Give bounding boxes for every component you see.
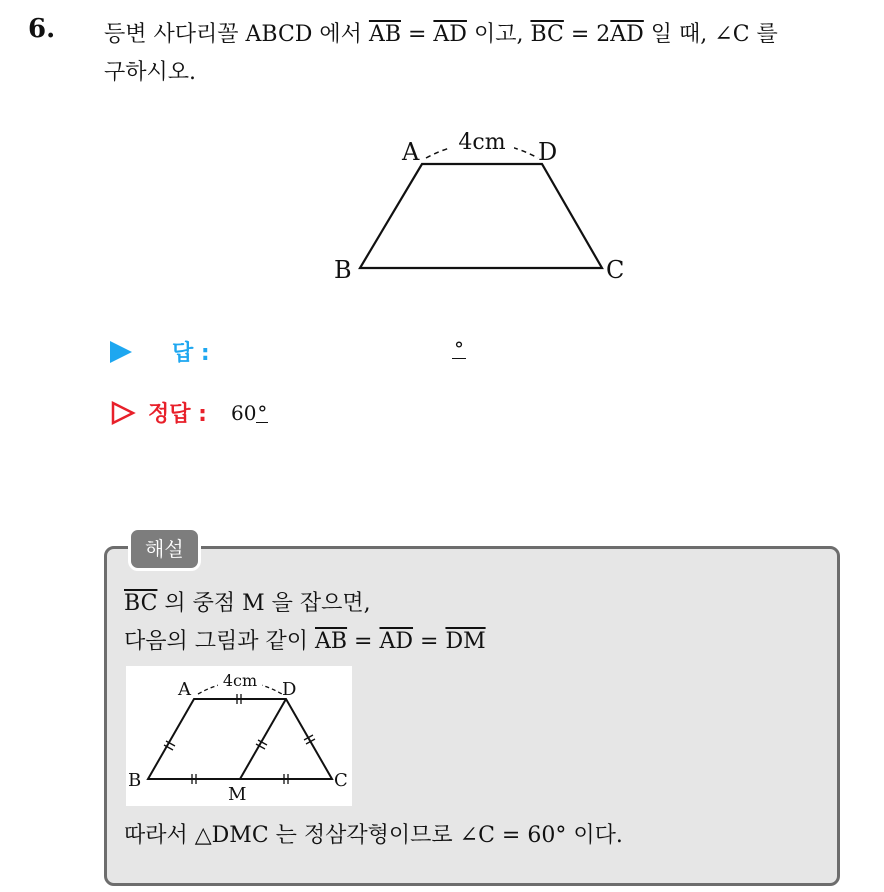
equals-two: = 2	[563, 22, 611, 47]
play-triangle-icon	[110, 341, 132, 363]
solution-vertex-d: D	[282, 679, 297, 700]
correct-answer-value	[231, 401, 268, 425]
equals-sign: =	[401, 22, 434, 47]
question-line1-post: 일 때, ∠C 를	[643, 22, 778, 47]
correct-answer-label: 정답 :	[148, 402, 207, 427]
answer-row	[110, 336, 210, 367]
solution-line1	[124, 586, 371, 617]
solution-tag: 해설	[128, 527, 201, 571]
question-line1-pre: 등변 사다리꼴 ABCD 에서	[104, 22, 369, 47]
vertex-a-label: A	[402, 138, 420, 166]
solution-line2-pre: 다음의 그림과 같이	[124, 629, 315, 654]
correct-answer-row	[110, 397, 268, 428]
length-label: 4cm	[458, 130, 506, 155]
solution-line2	[124, 624, 486, 655]
solution-segment-ad: $\overline{AD}$	[379, 629, 414, 654]
solution-segment-bc: $\overline{BC}$	[124, 591, 158, 616]
solution-eq1: =	[347, 629, 380, 654]
question-number: 6.	[28, 14, 56, 44]
segment-ad: $\overline{AD}$	[433, 22, 467, 47]
question-line2: 구하시오.	[104, 60, 197, 85]
question-text	[104, 16, 874, 92]
trapezoid-shape	[360, 164, 602, 268]
solution-line1-rest: 의 중점 M 을 잡으면,	[157, 591, 371, 616]
question-line1-mid: 이고,	[466, 22, 531, 47]
solution-line3: 따라서 △DMC 는 정삼각형이므로 ∠C = 60° 이다.	[124, 823, 623, 848]
answer-label: 답 :	[172, 341, 210, 366]
trapezoid-figure	[330, 128, 640, 288]
solution-length-label: 4cm	[222, 671, 258, 690]
solution-vertex-b: B	[128, 770, 142, 791]
hollow-triangle-icon	[110, 400, 136, 426]
vertex-d-label: D	[538, 138, 558, 166]
correct-answer-unit: °	[257, 400, 268, 425]
segment-bc: $\overline{BC}$	[530, 22, 564, 47]
solution-segment-dm: $\overline{DM}$	[445, 629, 486, 654]
solution-figure	[126, 666, 352, 806]
correct-answer-number: 60	[230, 400, 257, 425]
solution-vertex-a: A	[178, 679, 191, 700]
solution-eq2: =	[413, 629, 446, 654]
segment-ad-2: $\overline{AD}$	[610, 22, 644, 47]
answer-blank-unit: °	[454, 337, 464, 361]
vertex-b-label: B	[334, 256, 352, 284]
vertex-c-label: C	[606, 256, 625, 284]
solution-vertex-m: M	[228, 784, 247, 805]
solution-vertex-c: C	[334, 770, 348, 791]
segment-ab: $\overline{AB}$	[368, 22, 401, 47]
solution-segment-ab: $\overline{AB}$	[315, 629, 348, 654]
